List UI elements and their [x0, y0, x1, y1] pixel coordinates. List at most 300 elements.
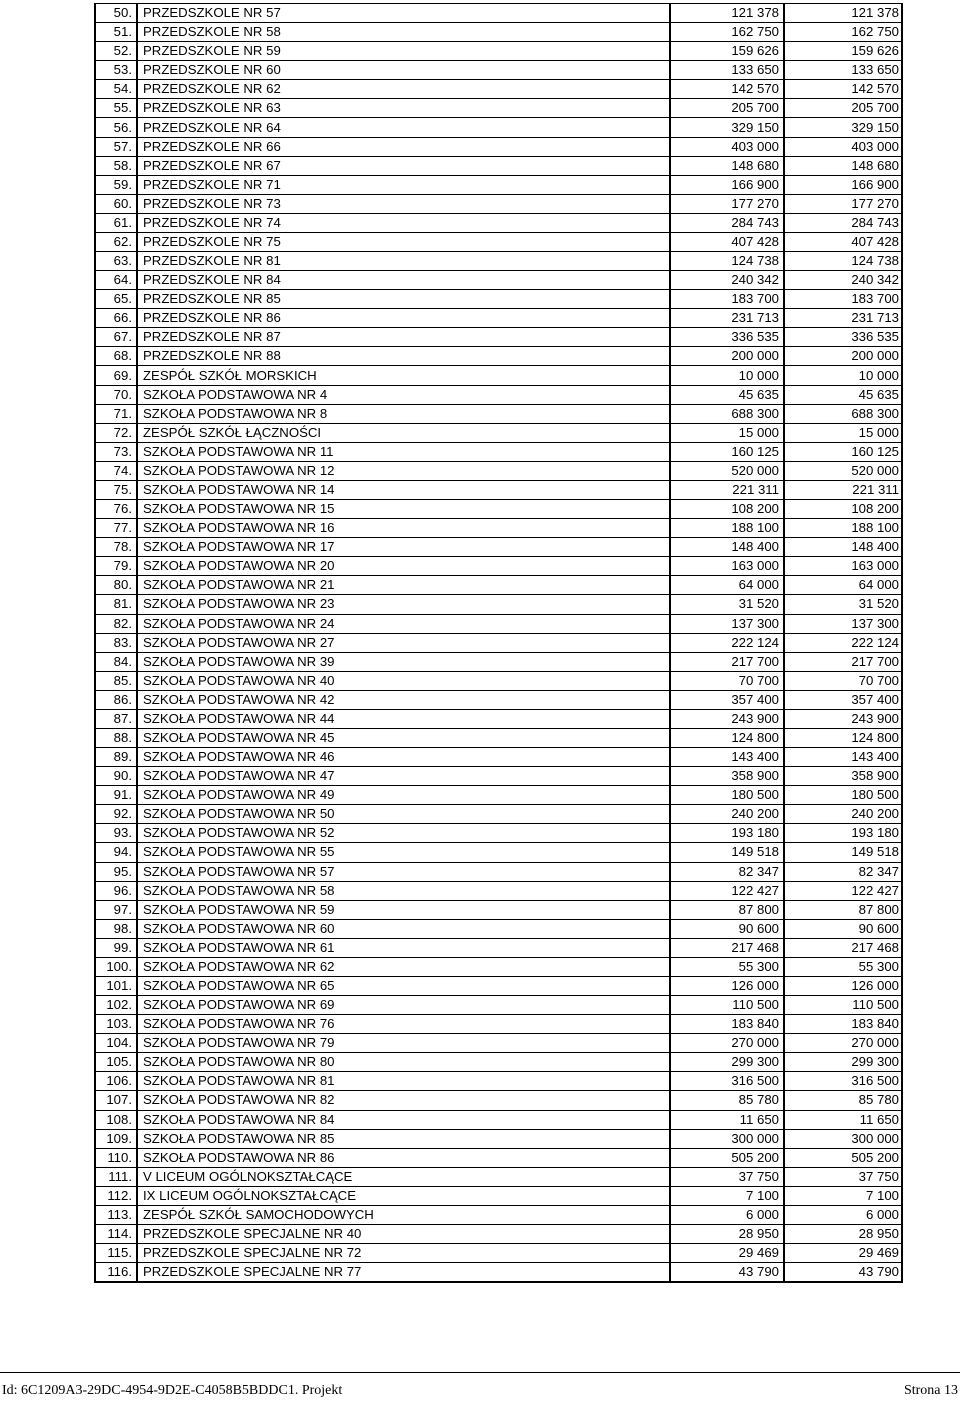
amount-plan: 183 840 — [670, 1015, 784, 1034]
amount-after-change: 121 378 — [784, 4, 902, 23]
row-number: 66. — [95, 309, 137, 328]
table-row — [95, 480, 902, 499]
institution-name: SZKOŁA PODSTAWOWA NR 86 — [137, 1148, 670, 1167]
row-number: 73. — [95, 442, 137, 461]
institution-name: SZKOŁA PODSTAWOWA NR 23 — [137, 595, 670, 614]
institution-name: SZKOŁA PODSTAWOWA NR 84 — [137, 1110, 670, 1129]
table-row — [95, 938, 902, 957]
row-number: 75. — [95, 480, 137, 499]
document-id: Id: 6C1209A3-29DC-4954-9D2E-C4058B5BDDC1. Projekt — [2, 1383, 343, 1398]
table-row — [95, 366, 902, 385]
table-row — [95, 519, 902, 538]
amount-plan: 6 000 — [670, 1205, 784, 1224]
row-number: 108. — [95, 1110, 137, 1129]
table-row — [95, 1129, 902, 1148]
institution-name: SZKOŁA PODSTAWOWA NR 15 — [137, 500, 670, 519]
amount-plan: 31 520 — [670, 595, 784, 614]
row-number: 104. — [95, 1034, 137, 1053]
amount-plan: 329 150 — [670, 118, 784, 137]
row-number: 100. — [95, 957, 137, 976]
amount-after-change: 6 000 — [784, 1205, 902, 1224]
row-number: 84. — [95, 652, 137, 671]
table-row — [95, 1167, 902, 1186]
row-number: 85. — [95, 671, 137, 690]
institution-name: SZKOŁA PODSTAWOWA NR 4 — [137, 385, 670, 404]
row-number: 68. — [95, 347, 137, 366]
amount-after-change: 329 150 — [784, 118, 902, 137]
table-row — [95, 80, 902, 99]
row-number: 88. — [95, 728, 137, 747]
row-number: 99. — [95, 938, 137, 957]
amount-after-change: 148 680 — [784, 156, 902, 175]
row-number: 51. — [95, 23, 137, 42]
amount-after-change: 37 750 — [784, 1167, 902, 1186]
amount-after-change: 520 000 — [784, 461, 902, 480]
amount-plan: 300 000 — [670, 1129, 784, 1148]
amount-plan: 407 428 — [670, 232, 784, 251]
amount-after-change: 143 400 — [784, 748, 902, 767]
amount-plan: 336 535 — [670, 328, 784, 347]
amount-after-change: 43 790 — [784, 1263, 902, 1283]
institution-name: SZKOŁA PODSTAWOWA NR 61 — [137, 938, 670, 957]
table-row — [95, 1015, 902, 1034]
amount-plan: 166 900 — [670, 175, 784, 194]
amount-after-change: 160 125 — [784, 442, 902, 461]
table-row — [95, 213, 902, 232]
amount-plan: 11 650 — [670, 1110, 784, 1129]
amount-plan: 15 000 — [670, 423, 784, 442]
table-row — [95, 881, 902, 900]
row-number: 52. — [95, 42, 137, 61]
institution-name: PRZEDSZKOLE NR 59 — [137, 42, 670, 61]
institution-name: SZKOŁA PODSTAWOWA NR 76 — [137, 1015, 670, 1034]
row-number: 81. — [95, 595, 137, 614]
table-row — [95, 423, 902, 442]
institution-name: SZKOŁA PODSTAWOWA NR 12 — [137, 461, 670, 480]
institution-name: SZKOŁA PODSTAWOWA NR 62 — [137, 957, 670, 976]
amount-plan: 37 750 — [670, 1167, 784, 1186]
amount-plan: 240 342 — [670, 271, 784, 290]
institution-name: SZKOŁA PODSTAWOWA NR 16 — [137, 519, 670, 538]
amount-after-change: 110 500 — [784, 996, 902, 1015]
amount-plan: 137 300 — [670, 614, 784, 633]
table-row — [95, 996, 902, 1015]
table-row — [95, 1225, 902, 1244]
amount-after-change: 122 427 — [784, 881, 902, 900]
amount-after-change: 299 300 — [784, 1053, 902, 1072]
amount-plan: 122 427 — [670, 881, 784, 900]
row-number: 111. — [95, 1167, 137, 1186]
amount-after-change: 217 700 — [784, 652, 902, 671]
row-number: 77. — [95, 519, 137, 538]
row-number: 80. — [95, 576, 137, 595]
institution-name: PRZEDSZKOLE NR 62 — [137, 80, 670, 99]
amount-after-change: 505 200 — [784, 1148, 902, 1167]
table-row — [95, 976, 902, 995]
row-number: 107. — [95, 1091, 137, 1110]
amount-after-change: 240 200 — [784, 805, 902, 824]
amount-plan: 243 900 — [670, 709, 784, 728]
row-number: 53. — [95, 61, 137, 80]
row-number: 112. — [95, 1186, 137, 1205]
row-number: 109. — [95, 1129, 137, 1148]
amount-after-change: 407 428 — [784, 232, 902, 251]
amount-after-change: 29 469 — [784, 1244, 902, 1263]
table-row — [95, 23, 902, 42]
amount-after-change: 162 750 — [784, 23, 902, 42]
amount-plan: 148 400 — [670, 538, 784, 557]
table-row — [95, 1263, 902, 1283]
amount-after-change: 284 743 — [784, 213, 902, 232]
institution-name: PRZEDSZKOLE NR 66 — [137, 137, 670, 156]
amount-after-change: 222 124 — [784, 633, 902, 652]
row-number: 50. — [95, 4, 137, 23]
institution-name: SZKOŁA PODSTAWOWA NR 60 — [137, 919, 670, 938]
institution-name: SZKOŁA PODSTAWOWA NR 47 — [137, 767, 670, 786]
amount-after-change: 55 300 — [784, 957, 902, 976]
table-row — [95, 1053, 902, 1072]
amount-plan: 124 738 — [670, 252, 784, 271]
row-number: 92. — [95, 805, 137, 824]
amount-after-change: 85 780 — [784, 1091, 902, 1110]
table-row — [95, 748, 902, 767]
table-row — [95, 633, 902, 652]
institution-name: SZKOŁA PODSTAWOWA NR 85 — [137, 1129, 670, 1148]
institution-name: PRZEDSZKOLE NR 63 — [137, 99, 670, 118]
table-row — [95, 328, 902, 347]
row-number: 63. — [95, 252, 137, 271]
amount-plan: 143 400 — [670, 748, 784, 767]
institution-name: SZKOŁA PODSTAWOWA NR 44 — [137, 709, 670, 728]
amount-after-change: 183 840 — [784, 1015, 902, 1034]
amount-after-change: 124 738 — [784, 252, 902, 271]
row-number: 57. — [95, 137, 137, 156]
row-number: 83. — [95, 633, 137, 652]
institution-name: PRZEDSZKOLE NR 84 — [137, 271, 670, 290]
amount-plan: 217 700 — [670, 652, 784, 671]
row-number: 55. — [95, 99, 137, 118]
amount-plan: 180 500 — [670, 786, 784, 805]
institution-name: SZKOŁA PODSTAWOWA NR 17 — [137, 538, 670, 557]
amount-plan: 160 125 — [670, 442, 784, 461]
amount-after-change: 163 000 — [784, 557, 902, 576]
row-number: 74. — [95, 461, 137, 480]
row-number: 71. — [95, 404, 137, 423]
table-row — [95, 61, 902, 80]
table-row — [95, 671, 902, 690]
row-number: 61. — [95, 213, 137, 232]
amount-plan: 126 000 — [670, 976, 784, 995]
amount-plan: 217 468 — [670, 938, 784, 957]
page-number: Strona 13 — [903, 1383, 958, 1398]
amount-after-change: 108 200 — [784, 500, 902, 519]
row-number: 64. — [95, 271, 137, 290]
amount-plan: 520 000 — [670, 461, 784, 480]
amount-plan: 240 200 — [670, 805, 784, 824]
amount-plan: 55 300 — [670, 957, 784, 976]
amount-plan: 162 750 — [670, 23, 784, 42]
table-row — [95, 99, 902, 118]
amount-plan: 358 900 — [670, 767, 784, 786]
row-number: 98. — [95, 919, 137, 938]
amount-plan: 121 378 — [670, 4, 784, 23]
page-footer — [0, 1372, 960, 1404]
table-row — [95, 728, 902, 747]
row-number: 95. — [95, 862, 137, 881]
institution-name: SZKOŁA PODSTAWOWA NR 8 — [137, 404, 670, 423]
table-row — [95, 137, 902, 156]
institution-name: PRZEDSZKOLE NR 85 — [137, 290, 670, 309]
amount-after-change: 358 900 — [784, 767, 902, 786]
table-row — [95, 557, 902, 576]
institution-name: SZKOŁA PODSTAWOWA NR 59 — [137, 900, 670, 919]
amount-after-change: 217 468 — [784, 938, 902, 957]
amount-plan: 316 500 — [670, 1072, 784, 1091]
row-number: 78. — [95, 538, 137, 557]
institution-name: SZKOŁA PODSTAWOWA NR 21 — [137, 576, 670, 595]
amount-after-change: 45 635 — [784, 385, 902, 404]
amount-after-change: 183 700 — [784, 290, 902, 309]
table-row — [95, 862, 902, 881]
institution-name: PRZEDSZKOLE SPECJALNE NR 72 — [137, 1244, 670, 1263]
table-row — [95, 252, 902, 271]
table-row — [95, 309, 902, 328]
institution-name: SZKOŁA PODSTAWOWA NR 81 — [137, 1072, 670, 1091]
amount-after-change: 270 000 — [784, 1034, 902, 1053]
amount-plan: 142 570 — [670, 80, 784, 99]
institution-name: PRZEDSZKOLE NR 75 — [137, 232, 670, 251]
table-row — [95, 900, 902, 919]
table-row — [95, 576, 902, 595]
budget-table-body — [95, 4, 902, 1283]
row-number: 89. — [95, 748, 137, 767]
table-row — [95, 156, 902, 175]
table-row — [95, 1148, 902, 1167]
amount-after-change: 231 713 — [784, 309, 902, 328]
amount-plan: 163 000 — [670, 557, 784, 576]
institution-name: PRZEDSZKOLE NR 57 — [137, 4, 670, 23]
amount-after-change: 200 000 — [784, 347, 902, 366]
table-row — [95, 1205, 902, 1224]
institution-name: PRZEDSZKOLE SPECJALNE NR 77 — [137, 1263, 670, 1283]
amount-after-change: 149 518 — [784, 843, 902, 862]
amount-after-change: 205 700 — [784, 99, 902, 118]
table-row — [95, 442, 902, 461]
amount-plan: 148 680 — [670, 156, 784, 175]
institution-name: PRZEDSZKOLE NR 86 — [137, 309, 670, 328]
table-row — [95, 4, 902, 23]
amount-plan: 28 950 — [670, 1225, 784, 1244]
amount-plan: 270 000 — [670, 1034, 784, 1053]
amount-plan: 188 100 — [670, 519, 784, 538]
amount-after-change: 240 342 — [784, 271, 902, 290]
table-row — [95, 347, 902, 366]
amount-plan: 357 400 — [670, 690, 784, 709]
amount-plan: 7 100 — [670, 1186, 784, 1205]
row-number: 69. — [95, 366, 137, 385]
table-row — [95, 805, 902, 824]
amount-plan: 221 311 — [670, 480, 784, 499]
amount-plan: 133 650 — [670, 61, 784, 80]
row-number: 106. — [95, 1072, 137, 1091]
amount-plan: 177 270 — [670, 194, 784, 213]
institution-name: ZESPÓŁ SZKÓŁ ŁĄCZNOŚCI — [137, 423, 670, 442]
institution-name: SZKOŁA PODSTAWOWA NR 46 — [137, 748, 670, 767]
amount-after-change: 124 800 — [784, 728, 902, 747]
row-number: 56. — [95, 118, 137, 137]
institution-name: SZKOŁA PODSTAWOWA NR 49 — [137, 786, 670, 805]
table-row — [95, 1110, 902, 1129]
amount-after-change: 142 570 — [784, 80, 902, 99]
table-row — [95, 767, 902, 786]
table-row — [95, 404, 902, 423]
row-number: 65. — [95, 290, 137, 309]
institution-name: PRZEDSZKOLE NR 64 — [137, 118, 670, 137]
amount-after-change: 64 000 — [784, 576, 902, 595]
amount-plan: 64 000 — [670, 576, 784, 595]
institution-name: PRZEDSZKOLE NR 58 — [137, 23, 670, 42]
amount-after-change: 148 400 — [784, 538, 902, 557]
amount-plan: 87 800 — [670, 900, 784, 919]
row-number: 113. — [95, 1205, 137, 1224]
institution-name: SZKOŁA PODSTAWOWA NR 55 — [137, 843, 670, 862]
table-row — [95, 709, 902, 728]
amount-plan: 284 743 — [670, 213, 784, 232]
row-number: 101. — [95, 976, 137, 995]
institution-name: PRZEDSZKOLE NR 67 — [137, 156, 670, 175]
amount-after-change: 70 700 — [784, 671, 902, 690]
row-number: 94. — [95, 843, 137, 862]
institution-name: PRZEDSZKOLE NR 74 — [137, 213, 670, 232]
institution-name: SZKOŁA PODSTAWOWA NR 50 — [137, 805, 670, 824]
amount-plan: 124 800 — [670, 728, 784, 747]
amount-after-change: 688 300 — [784, 404, 902, 423]
row-number: 116. — [95, 1263, 137, 1283]
amount-plan: 183 700 — [670, 290, 784, 309]
amount-after-change: 243 900 — [784, 709, 902, 728]
row-number: 86. — [95, 690, 137, 709]
table-row — [95, 919, 902, 938]
table-row — [95, 118, 902, 137]
amount-after-change: 11 650 — [784, 1110, 902, 1129]
amount-plan: 205 700 — [670, 99, 784, 118]
table-row — [95, 652, 902, 671]
row-number: 67. — [95, 328, 137, 347]
table-row — [95, 461, 902, 480]
row-number: 82. — [95, 614, 137, 633]
institution-name: PRZEDSZKOLE NR 73 — [137, 194, 670, 213]
row-number: 76. — [95, 500, 137, 519]
institution-name: PRZEDSZKOLE NR 60 — [137, 61, 670, 80]
row-number: 114. — [95, 1225, 137, 1244]
institution-name: SZKOŁA PODSTAWOWA NR 20 — [137, 557, 670, 576]
amount-after-change: 403 000 — [784, 137, 902, 156]
table-row — [95, 614, 902, 633]
table-row — [95, 1244, 902, 1263]
institution-name: PRZEDSZKOLE NR 87 — [137, 328, 670, 347]
amount-plan: 29 469 — [670, 1244, 784, 1263]
institution-name: SZKOŁA PODSTAWOWA NR 57 — [137, 862, 670, 881]
amount-plan: 688 300 — [670, 404, 784, 423]
institution-name: ZESPÓŁ SZKÓŁ SAMOCHODOWYCH — [137, 1205, 670, 1224]
amount-after-change: 133 650 — [784, 61, 902, 80]
institution-name: ZESPÓŁ SZKÓŁ MORSKICH — [137, 366, 670, 385]
amount-plan: 110 500 — [670, 996, 784, 1015]
row-number: 96. — [95, 881, 137, 900]
table-row — [95, 194, 902, 213]
institution-name: PRZEDSZKOLE NR 81 — [137, 252, 670, 271]
table-row — [95, 786, 902, 805]
table-row — [95, 1072, 902, 1091]
amount-after-change: 357 400 — [784, 690, 902, 709]
row-number: 102. — [95, 996, 137, 1015]
amount-after-change: 31 520 — [784, 595, 902, 614]
row-number: 105. — [95, 1053, 137, 1072]
institution-name: PRZEDSZKOLE SPECJALNE NR 40 — [137, 1225, 670, 1244]
row-number: 79. — [95, 557, 137, 576]
amount-after-change: 193 180 — [784, 824, 902, 843]
institution-name: SZKOŁA PODSTAWOWA NR 45 — [137, 728, 670, 747]
amount-after-change: 180 500 — [784, 786, 902, 805]
amount-after-change: 336 535 — [784, 328, 902, 347]
institution-name: PRZEDSZKOLE NR 71 — [137, 175, 670, 194]
row-number: 54. — [95, 80, 137, 99]
amount-after-change: 300 000 — [784, 1129, 902, 1148]
table-row — [95, 1186, 902, 1205]
amount-after-change: 28 950 — [784, 1225, 902, 1244]
amount-after-change: 7 100 — [784, 1186, 902, 1205]
amount-plan: 193 180 — [670, 824, 784, 843]
amount-plan: 200 000 — [670, 347, 784, 366]
amount-after-change: 126 000 — [784, 976, 902, 995]
table-row — [95, 232, 902, 251]
amount-plan: 45 635 — [670, 385, 784, 404]
amount-plan: 231 713 — [670, 309, 784, 328]
table-row — [95, 843, 902, 862]
table-row — [95, 42, 902, 61]
row-number: 70. — [95, 385, 137, 404]
amount-after-change: 137 300 — [784, 614, 902, 633]
amount-plan: 505 200 — [670, 1148, 784, 1167]
row-number: 90. — [95, 767, 137, 786]
amount-plan: 299 300 — [670, 1053, 784, 1072]
table-row — [95, 1091, 902, 1110]
table-row — [95, 1034, 902, 1053]
amount-plan: 159 626 — [670, 42, 784, 61]
amount-after-change: 87 800 — [784, 900, 902, 919]
table-row — [95, 824, 902, 843]
row-number: 93. — [95, 824, 137, 843]
amount-after-change: 221 311 — [784, 480, 902, 499]
row-number: 115. — [95, 1244, 137, 1263]
row-number: 97. — [95, 900, 137, 919]
institution-name: SZKOŁA PODSTAWOWA NR 40 — [137, 671, 670, 690]
row-number: 87. — [95, 709, 137, 728]
row-number: 58. — [95, 156, 137, 175]
row-number: 72. — [95, 423, 137, 442]
row-number: 59. — [95, 175, 137, 194]
institution-name: SZKOŁA PODSTAWOWA NR 27 — [137, 633, 670, 652]
institution-name: IX LICEUM OGÓLNOKSZTAŁCĄCE — [137, 1186, 670, 1205]
amount-after-change: 177 270 — [784, 194, 902, 213]
row-number: 91. — [95, 786, 137, 805]
amount-plan: 10 000 — [670, 366, 784, 385]
table-row — [95, 271, 902, 290]
row-number: 60. — [95, 194, 137, 213]
institution-name: SZKOŁA PODSTAWOWA NR 24 — [137, 614, 670, 633]
amount-after-change: 166 900 — [784, 175, 902, 194]
institution-name: SZKOŁA PODSTAWOWA NR 14 — [137, 480, 670, 499]
